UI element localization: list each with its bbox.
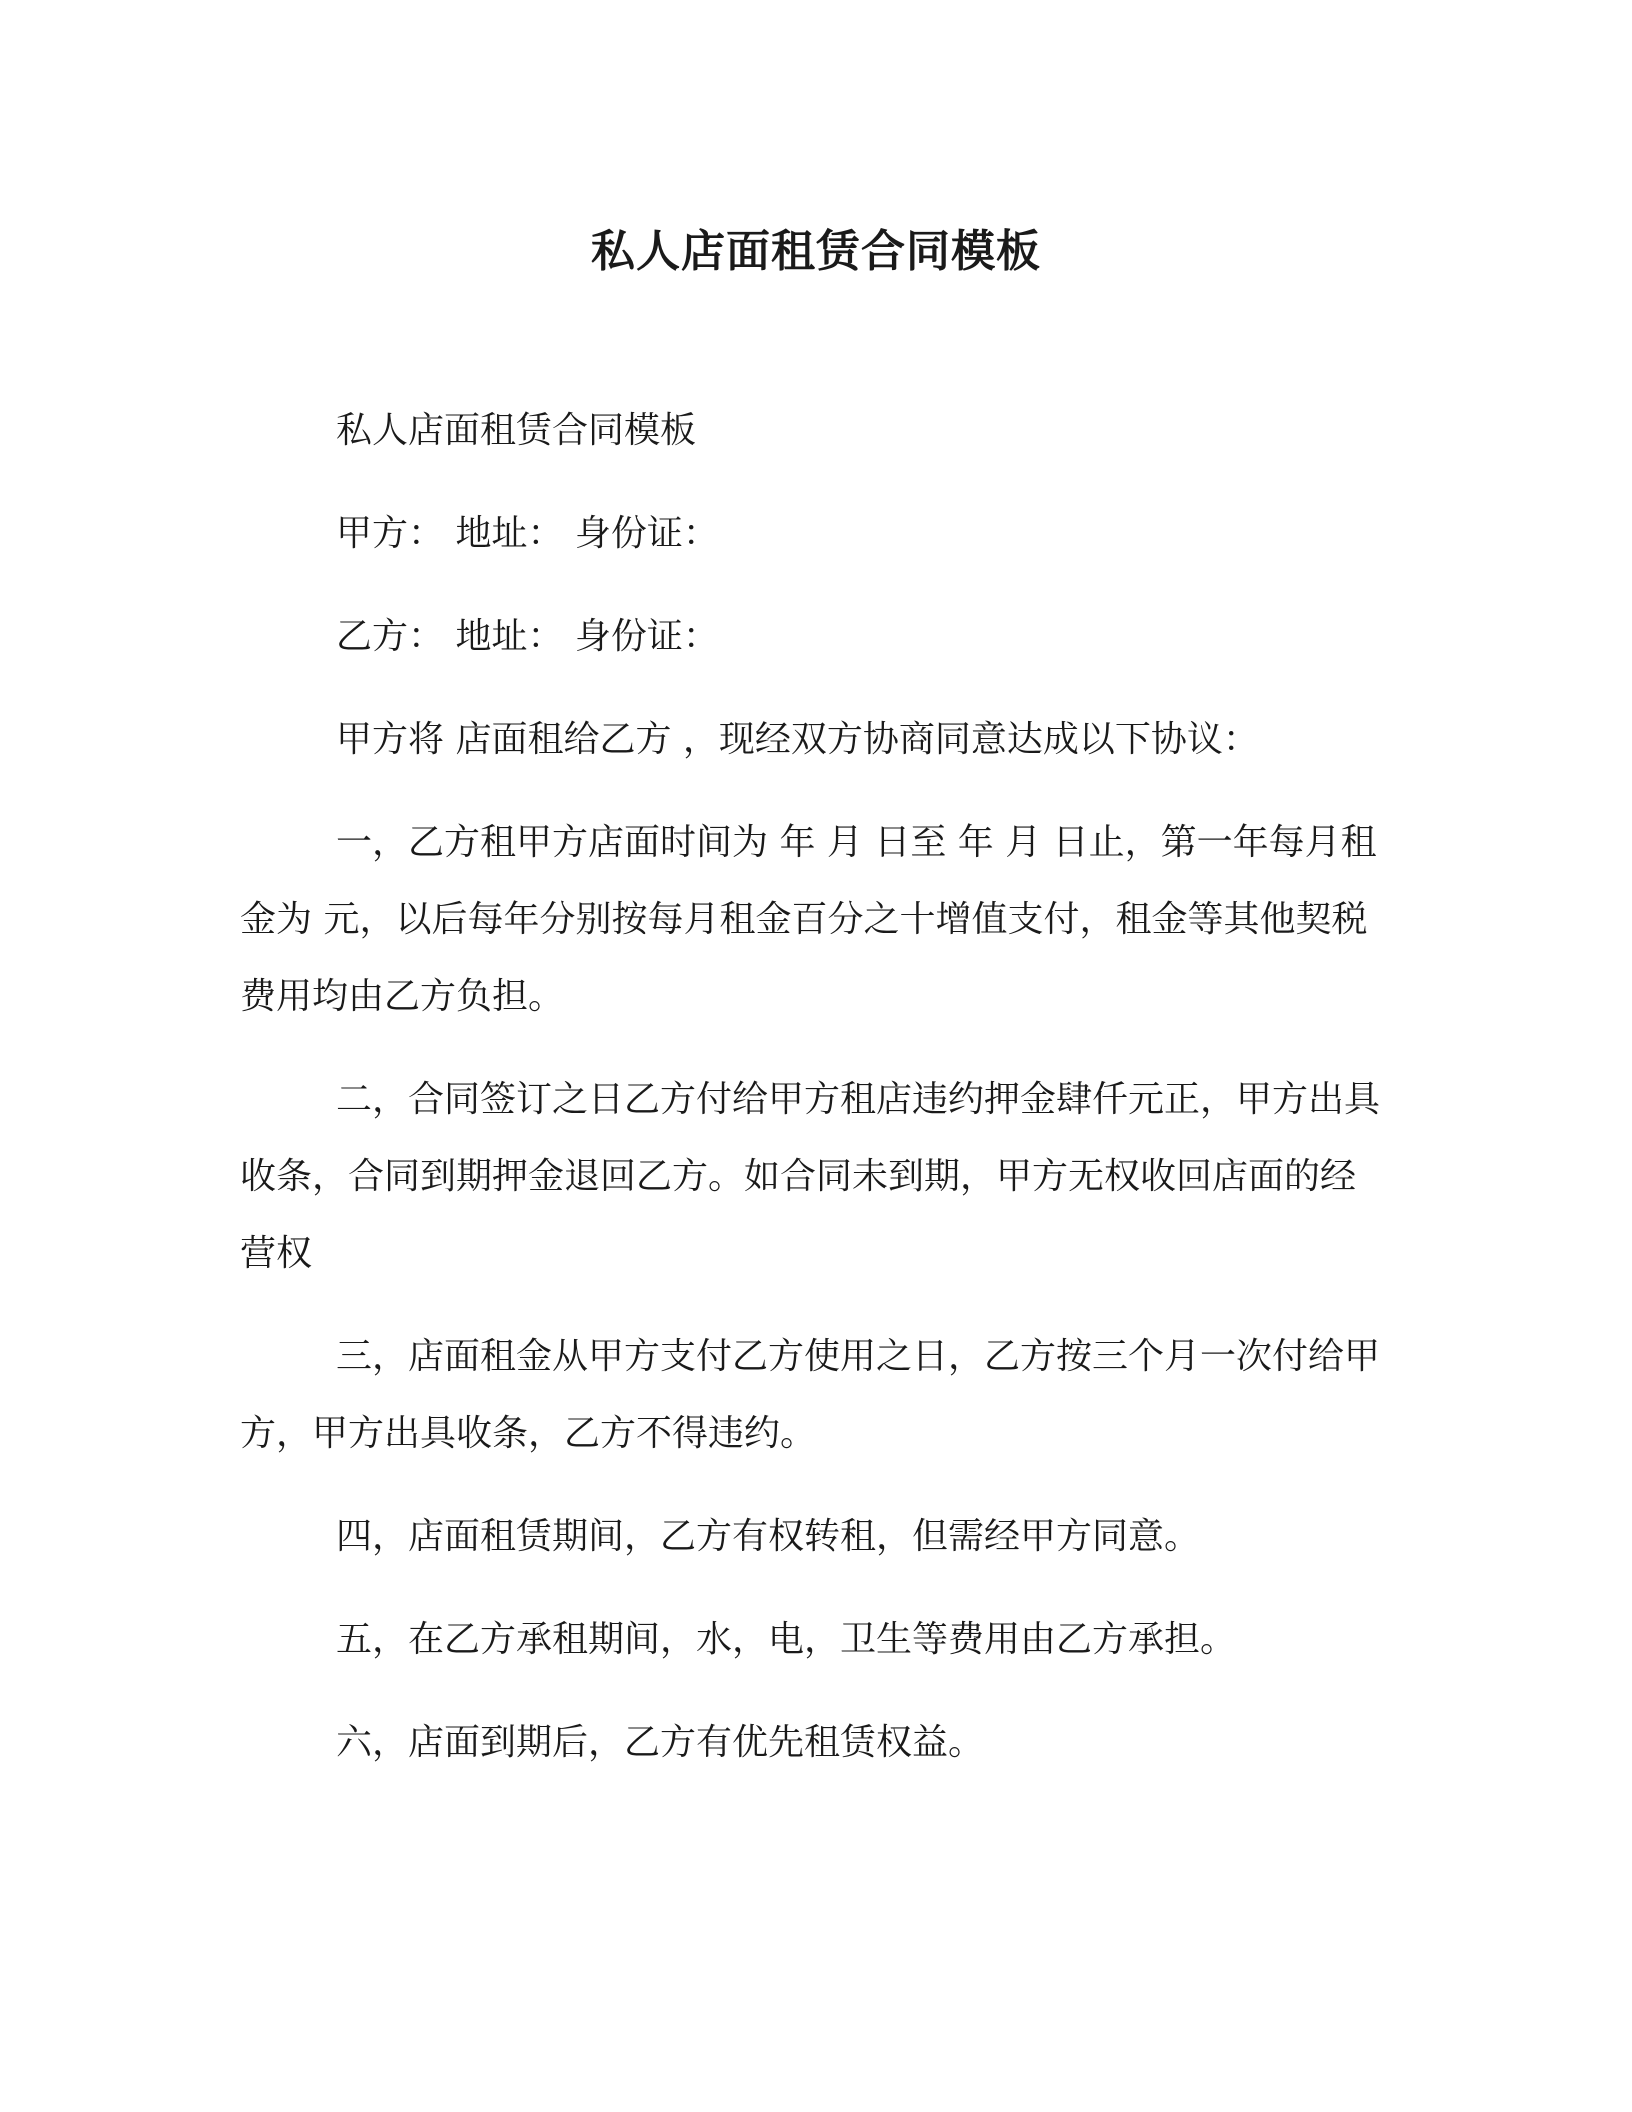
document-title: 私人店面租赁合同模板	[591, 226, 1041, 277]
paragraph-clause-1: 一，乙方租甲方店面时间为 年 月 日至 年 月 日止，第一年每月租金为 元，以后每年分别按每月租金百分之十增值支付，租金等其他契税费用均由乙方负担。	[240, 822, 1377, 1017]
paragraph-clause-6: 六，店面到期后，乙方有优先租赁权益。	[336, 1722, 985, 1763]
paragraph-clause-5: 五，在乙方承租期间，水，电，卫生等费用由乙方承担。	[336, 1619, 1237, 1660]
paragraph-clause-3: 三，店面租金从甲方支付乙方使用之日，乙方按三个月一次付给甲方，甲方出具收条，乙方不得违约。	[240, 1336, 1381, 1454]
paragraph-party-a: 甲方： 地址： 身份证：	[336, 513, 719, 554]
paragraph-subtitle: 私人店面租赁合同模板	[336, 410, 697, 451]
paragraph-party-b: 乙方： 地址： 身份证：	[336, 616, 719, 657]
paragraph-clause-4: 四，店面租赁期间，乙方有权转租，但需经甲方同意。	[336, 1516, 1201, 1557]
paragraph-clause-2: 二，合同签订之日乙方付给甲方租店违约押金肆仟元正，甲方出具收条，合同到期押金退回乙方。如合同未到期，甲方无权收回店面的经营权	[240, 1079, 1381, 1274]
document-body	[240, 392, 1390, 1807]
paragraph-intro: 甲方将 店面租给乙方 ，现经双方协商同意达成以下协议：	[336, 719, 1259, 760]
